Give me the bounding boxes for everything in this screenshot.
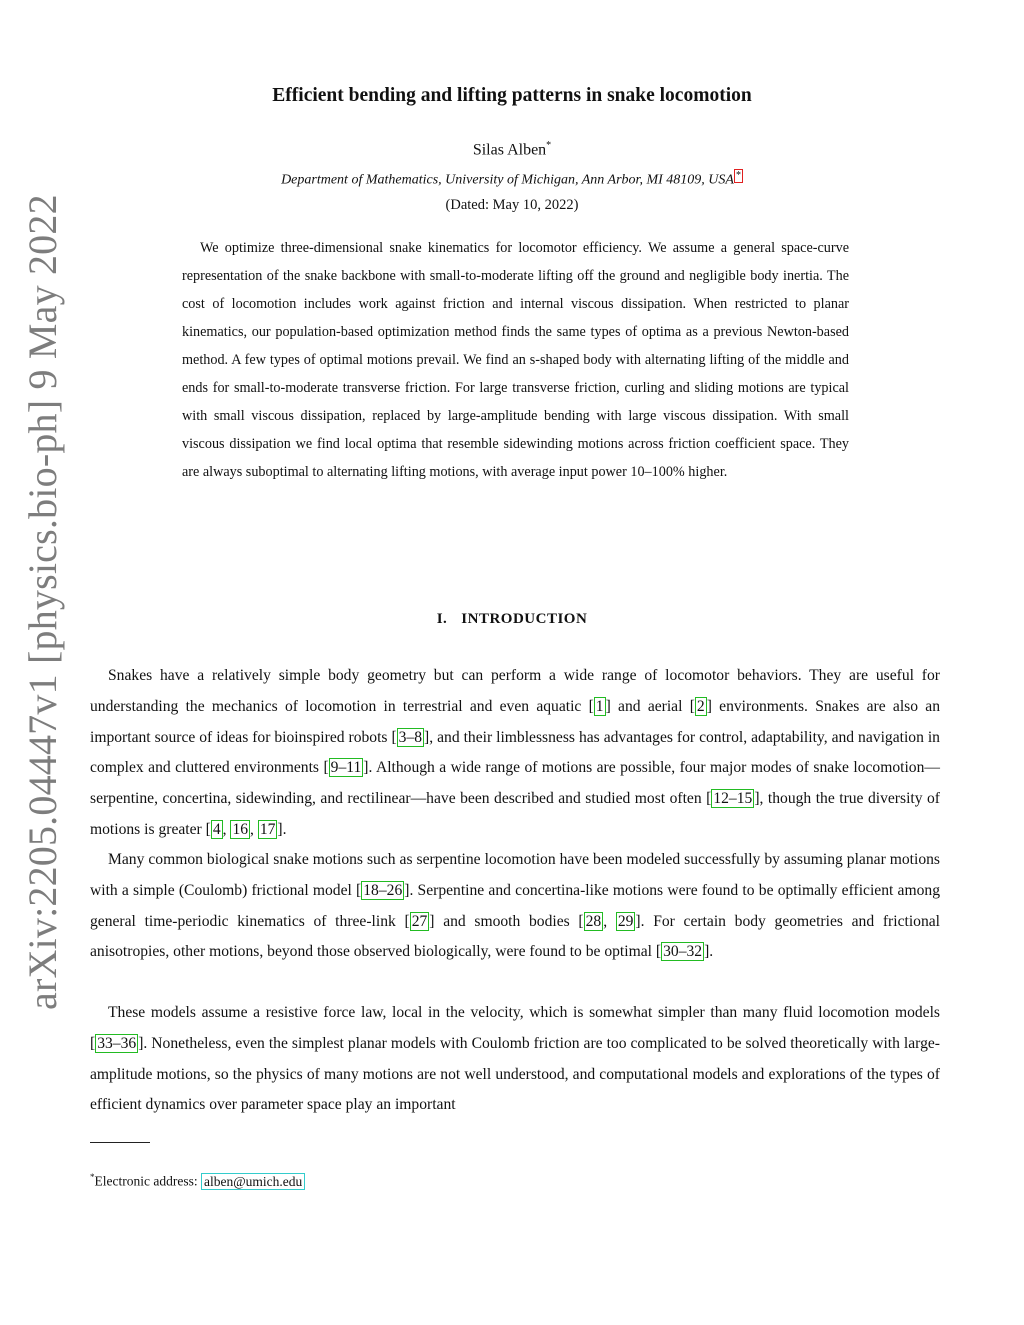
citation-link[interactable]: 27 bbox=[411, 912, 428, 930]
section-title: INTRODUCTION bbox=[461, 611, 588, 627]
citation-link[interactable]: 17 bbox=[259, 820, 276, 838]
intro-paragraph-1: Snakes have a relatively simple body geometry but can perform a wide range of locomotor behaviors. They are useful for understanding the mechanics of locomotion in terrestrial and even aquatic [ 1 ] and aerial [ 2 ] environments. Snakes are also an important source of ideas for bioinspired robots [ 3–8 ], and their limblessness has advantages for control, adaptability, and navigation in complex and cluttered environments [ 9–11 ]. Although a wide range of motions are possible, four major modes of snake locomotion—serpentine, concertina, sidewinding, and rectilinear—have been described and studied most often [ 12–15 ], though the true diversity of motions is greater [ 4 , 16 , 17 ]. bbox=[90, 667, 941, 838]
text-span: . Serpentine and concertina-like motions were found to be optimally efficient among general time-periodic kinematics of three-link bbox=[90, 881, 940, 930]
citation-link[interactable]: 1 bbox=[595, 697, 604, 715]
citation-link[interactable]: 29 bbox=[617, 912, 634, 930]
footnote-label: Electronic address: bbox=[94, 1173, 201, 1189]
text-span: and smooth bodies bbox=[434, 912, 579, 930]
paper-title: Efficient bending and lifting patterns in snake locomotion bbox=[272, 85, 752, 106]
citation-link[interactable]: 12–15 bbox=[713, 790, 753, 808]
text-span: . bbox=[709, 943, 714, 961]
citation-link[interactable]: 33–36 bbox=[97, 1034, 137, 1052]
text-span: . For certain body geometries and frictional anisotropies, other motions, beyond those observed biologically, were found to be optimal bbox=[90, 912, 940, 961]
text-span: environments. Snakes are also an important source of ideas for bioinspired robots bbox=[90, 697, 940, 746]
text-span: . bbox=[282, 820, 287, 838]
citation-link[interactable]: 3–8 bbox=[398, 728, 423, 746]
citation-link[interactable]: 4 bbox=[212, 820, 221, 838]
citation-link[interactable]: 2 bbox=[696, 697, 705, 715]
text-span: Many common biological snake motions such as serpentine locomotion have been modeled successfully by assuming planar motions with a simple (Coulomb) frictional model bbox=[90, 851, 940, 899]
dated-line: (Dated: May 10, 2022) bbox=[445, 197, 579, 213]
citation-link[interactable]: 18–26 bbox=[363, 881, 403, 899]
citation-link[interactable]: 28 bbox=[585, 912, 602, 930]
author-line bbox=[0, 140, 1024, 159]
text-span: and aerial bbox=[610, 697, 690, 715]
section-heading-introduction bbox=[0, 611, 1024, 628]
author-affiliation bbox=[0, 169, 1024, 189]
intro-paragraph-3: These models assume a resistive force law, local in the velocity, which is somewhat simpler than many fluid locomotion models [ 33–36 ]. Nonetheless, even the simplest planar models with Coulomb friction are too complicated to be solved theoretically with large-amplitude motions, so the physics of many motions are not well understood, and computational models and explorations of the types of efficient dynamics over parameter space play an important bbox=[90, 1004, 940, 1114]
affiliation-text: Department of Mathematics, University of Michigan, Ann Arbor, MI 48109, USA bbox=[281, 172, 734, 188]
text-span: . Although a wide range of motions are possible, four major modes of snake locomotion—serpentine, concertina, sidewinding, and rectilinear—have been described and studied most often bbox=[90, 759, 940, 808]
abstract: We optimize three-dimensional snake kinematics for locomotor efficiency. We assume a general space-curve representation of the snake backbone with small-to-moderate lifting off the ground and negligible body inertia. The cost of locomotion includes work against friction and internal viscous dissipation. When restricted to planar kinematics, our population-based optimization method finds the same types of optima as a previous Newton-based method. A few types of optimal motions prevail. We find an s-shaped body with alternating lifting of the middle and ends for small-to-moderate transverse friction. For large transverse friction, curling and sliding motions are typical with small viscous dissipation, replaced by large-amplitude bending with large viscous dissipation. With small viscous dissipation we find local optima that resemble sidewinding motions across friction coefficient space. They are always suboptimal to alternating lifting motions, with average input power 10–100% higher. bbox=[182, 240, 849, 480]
email-link[interactable]: alben@umich.edu bbox=[201, 1173, 305, 1190]
text-span: Snakes have a relatively simple body geometry but can perform a wide range of locomotor behaviors. They are useful for understanding the mechanics of locomotion in terrestrial and even aquatic bbox=[90, 667, 940, 715]
citation-link[interactable]: 30–32 bbox=[663, 943, 703, 961]
affiliation-footnote-link[interactable]: * bbox=[735, 170, 741, 181]
arxiv-identifier-stamp: arXiv:2205.04447v1 [physics.bio-ph] 9 May 2022 bbox=[20, 194, 65, 1010]
footnote-divider bbox=[90, 1142, 150, 1143]
text-span: , though the true diversity of motions is greater bbox=[90, 790, 941, 838]
section-number: I. bbox=[436, 611, 448, 627]
author-name: Silas Alben bbox=[472, 141, 547, 159]
text-span: , and their limblessness has advantages for control, adaptability, and navigation in complex and cluttered environments bbox=[90, 728, 940, 777]
citation-link[interactable]: 9–11 bbox=[330, 759, 362, 777]
footnote-mark: * bbox=[90, 1172, 95, 1182]
footnote bbox=[90, 1172, 305, 1190]
intro-paragraph-2: Many common biological snake motions such as serpentine locomotion have been modeled successfully by assuming planar motions with a simple (Coulomb) frictional model [ 18–26 ]. Serpentine and concertina-like motions were found to be optimally efficient among general time-periodic kinematics of three-link [ 27 ] and smooth bodies [ 28 , 29 ]. For certain body geometries and frictional anisotropies, other motions, beyond those observed biologically, were found to be optimal [ 30–32 ]. bbox=[90, 851, 940, 961]
text-span: . Nonetheless, even the simplest planar models with Coulomb friction are too complicated to be solved theoretically with large-amplitude motions, so the physics of many motions are not well understood, and computational models and explorations of the types of efficient dynamics over parameter space play an important bbox=[90, 1034, 940, 1114]
citation-link[interactable]: 16 bbox=[232, 820, 249, 838]
text-span: These models assume a resistive force law, local in the velocity, which is somewhat simpler than many fluid locomotion models bbox=[108, 1004, 940, 1021]
author-footnote-mark[interactable]: * bbox=[546, 140, 552, 151]
